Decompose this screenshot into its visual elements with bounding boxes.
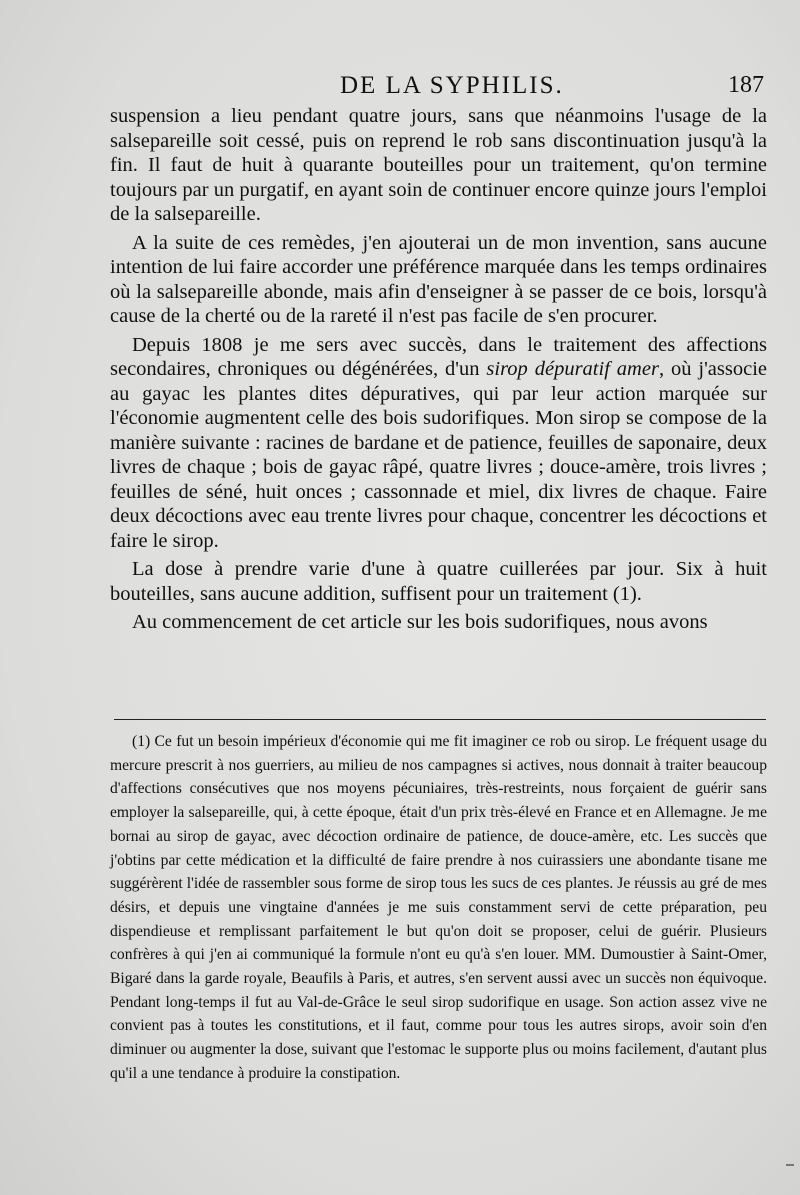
- paragraph-4: La dose à prendre varie d'une à quatre cuillerées par jour. Six à huit bouteilles, sans aucune addition, suffisent pour un traitement (1).: [110, 558, 767, 605]
- main-text: [110, 104, 767, 635]
- paragraph-3: [110, 333, 767, 554]
- paragraph-3-rest: , où j'associe au gayac les plantes dites dépuratives, qui par leur action marquée sur l'économie augmentent celle des bois sudorifiques. Mon sirop se compose de la manière suivante : racines de bardane et de patience, feuilles de saponaire, deux livres de chaque ; bois de gayac râpé, quatre livres ; douce-amère, trois livres ; feuilles de séné, huit onces ; cassonnade et miel, dix livres de chaque. Faire deux décoctions avec eau trente livres pour chaque, concentrer les décoctions et faire le sirop.: [110, 358, 768, 552]
- footnote: [110, 730, 767, 1086]
- paragraph-2: A la suite de ces remèdes, j'en ajouterai un de mon invention, sans aucune intention de lui faire accorder une préférence marquée dans les temps ordinaires où la salsepareille abonde, mais afin d'enseigner à se passer de ce bois, lorsqu'à cause de la cherté ou de la rareté il n'est pas facile de s'en procurer.: [110, 231, 767, 327]
- paragraph-3-start: Depuis 1808 je me sers avec succès, dans le traitement des affections secondaires, chroniques ou dégénérées, d'un: [110, 333, 767, 380]
- remedy-name: sirop dépuratif amer: [486, 358, 659, 380]
- footnote-rule: [114, 719, 766, 720]
- running-title: DE LA SYPHILIS.: [340, 72, 564, 99]
- paragraph-5: Au commencement de cet article sur les bois sudorifiques, nous avons: [132, 611, 708, 633]
- footnote-text: (1) Ce fut un besoin impérieux d'économie qui me fit imaginer ce rob ou sirop. Le fréquent usage du mercure prescrit à nos guerriers, au milieu de nos campagnes si actives, nous donnait à traiter beaucoup d'affections consécutives que nos moyens pécuniaires, très-restreints, nous forçaient de guérir sans employer la salsepareille, qui, à cette époque, était d'un prix très-élevé en France et en Allemagne. Je me bornai au sirop de gayac, avec décoction ordinaire de patience, de douce-amère, etc. Les succès que j'obtins par cette médication et la difficulté de faire prendre à nos cuirassiers une abondante tisane me suggérèrent l'idée de rassembler sous forme de sirop tous les sucs de ces plantes. Je réussis au gré de mes désirs, et depuis une vingtaine d'années je me suis constamment servi de cette préparation, peu dispendieuse et remplissant parfaitement le but qu'on doit se proposer, celui de guérir. Plusieurs confrères à qui j'en ai communiqué la formule n'ont eu qu'à s'en louer. MM. Dumoustier à Saint-Omer, Bigaré dans la garde royale, Beaufils à Paris, et autres, s'en servent aussi avec un succès non équivoque. Pendant long-temps il fut au Val-de-Grâce le seul sirop sudorifique en usage. Son action assez vive ne convient pas à toutes les constitutions, et il faut, comme pour tous les autres sirops, avoir soin d'en diminuer ou augmenter la dose, suivant que l'estomac le supporte plus ou moins facilement, d'autant plus qu'il a une tendance à produire la constipation.: [110, 733, 767, 1082]
- paragraph-1: suspension a lieu pendant quatre jours, sans que néanmoins l'usage de la salsepareille soit cessé, puis on reprend le rob sans discontinuation jusqu'à la fin. Il faut de huit à quarante bouteilles pour un traitement, qu'on termine toujours par un purgatif, en ayant soin de continuer encore quinze jours l'emploi de la salsepareille.: [110, 105, 767, 225]
- page-number: 187: [728, 72, 764, 98]
- page-header: [110, 72, 770, 102]
- margin-mark: [786, 1164, 794, 1166]
